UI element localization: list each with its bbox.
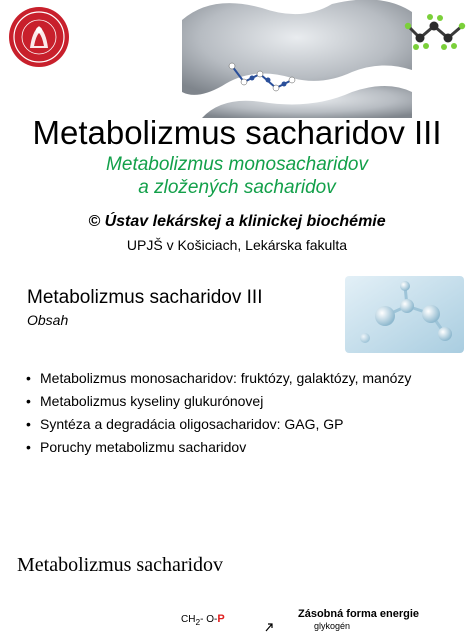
contents-list	[22, 370, 462, 462]
formula-ch: CH	[181, 614, 196, 625]
bullet-icon: •	[26, 393, 31, 409]
glycogen-label: glykogén	[314, 621, 351, 631]
water-molecule-icon	[345, 276, 464, 353]
protein-structure-icon	[182, 0, 412, 118]
formula-subscript: 2	[195, 617, 201, 627]
university-label: UPJŠ v Košiciach, Lekárska fakulta	[126, 237, 348, 253]
institute-label: © Ústav lekárskej a klinickej biochémie	[88, 213, 386, 230]
list-item	[22, 370, 462, 387]
list-item	[22, 439, 462, 456]
bullet-icon: •	[26, 416, 31, 432]
formula-separator: - O-	[200, 614, 218, 625]
list-item	[22, 393, 462, 410]
subtitle-line-1: Metabolizmus monosacharidov	[106, 154, 368, 175]
list-item-text: Metabolizmus monosacharidov: fruktózy, galaktózy, manózy	[40, 370, 412, 386]
phosphate-p: P	[217, 613, 225, 625]
phosphate-formula	[181, 612, 225, 629]
list-item-text: Metabolizmus kyseliny glukurónovej	[40, 393, 264, 409]
subtitle-line-2: a zložených sacharidov	[138, 177, 336, 198]
bullet-icon: •	[26, 370, 31, 386]
bullet-icon: •	[26, 439, 31, 455]
third-slide-title: Metabolizmus sacharidov	[17, 554, 224, 576]
list-item-text: Poruchy metabolizmu sacharidov	[40, 439, 247, 455]
energy-storage-label: Zásobná forma energie	[298, 608, 420, 620]
arrow-icon	[264, 622, 274, 632]
molecule-model-icon	[402, 12, 468, 52]
page-title: Metabolizmus sacharidov III	[32, 114, 442, 151]
university-seal-icon	[8, 6, 70, 68]
contents-slide-title: Metabolizmus sacharidov III	[27, 287, 263, 308]
list-item	[22, 416, 462, 433]
list-item-text: Syntéza a degradácia oligosacharidov: GAG, GP	[40, 416, 344, 432]
contents-slide-subtitle: Obsah	[27, 312, 69, 328]
